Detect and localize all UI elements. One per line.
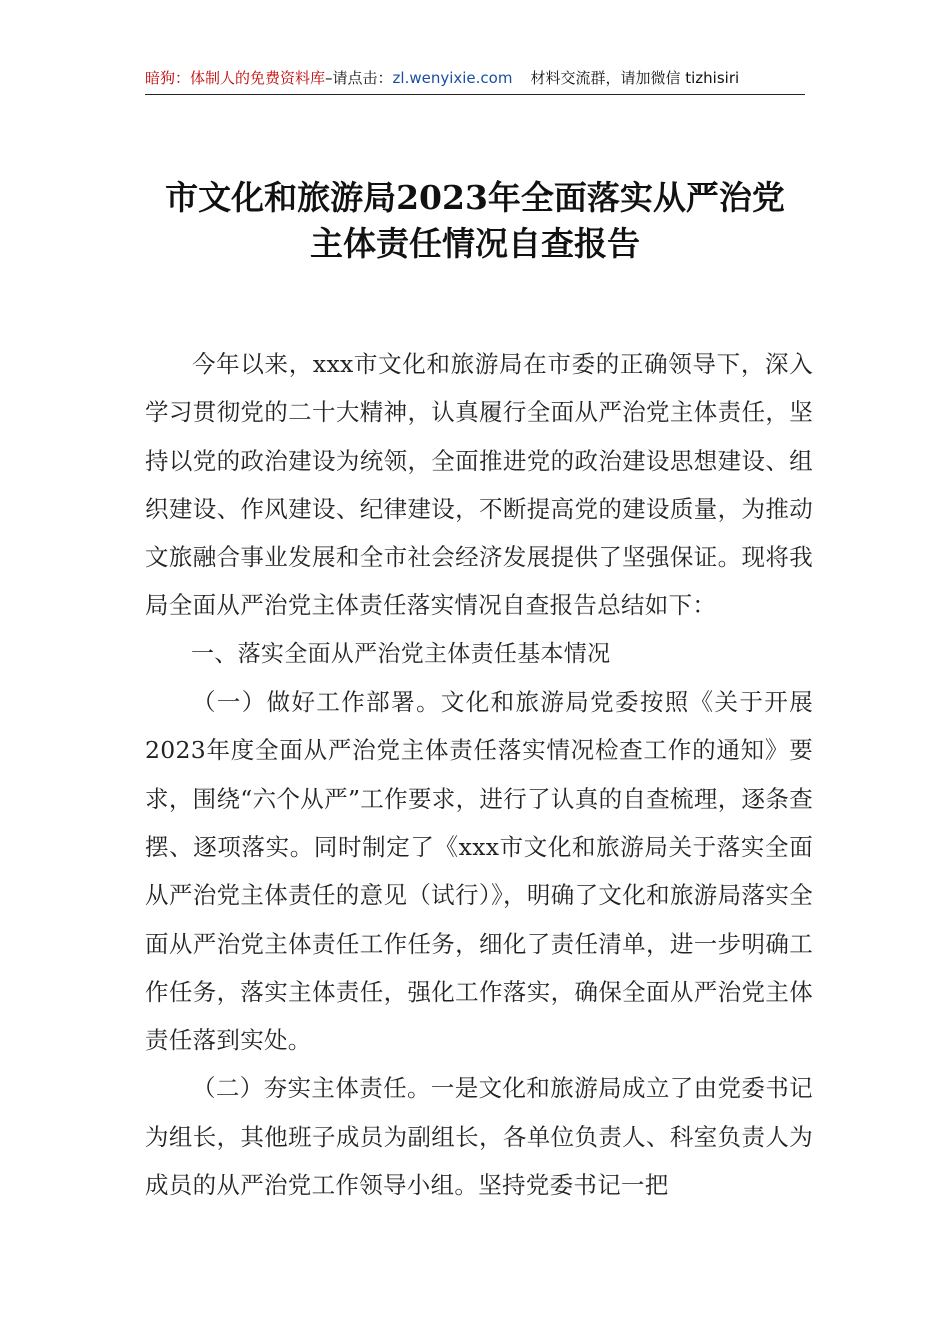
section-heading: 一、落实全面从严治党主体责任基本情况	[191, 640, 611, 667]
header-source: 暗狗：体制人的免费资料库	[145, 69, 326, 87]
page-header	[145, 62, 805, 95]
document-title-line-1: 市文化和旅游局2023年全面落实从严治党	[165, 178, 785, 217]
header-group-note: 材料交流群，请加微信 tizhisiri	[530, 69, 740, 87]
document-title-line-2: 主体责任情况自查报告	[310, 224, 640, 263]
header-link[interactable]: zl.wenyixie.com	[392, 69, 513, 87]
header-click-prompt: –请点击：	[325, 69, 393, 87]
item-paragraph-2: （二）夯实主体责任。一是文化和旅游局成立了由党委书记为组长，其他班子成员为副组长，各单位负责人、科室负责人为成员的从严治党工作领导小组。坚持党委书记一把	[145, 1074, 813, 1200]
intro-paragraph: 今年以来，xxx市文化和旅游局在市委的正确领导下，深入学习贯彻党的二十大精神，认真履行全面从严治党主体责任，坚持以党的政治建设为统领，全面推进党的政治建设思想建设、组织建设、作风建设、纪律建设，不断提高党的建设质量，为推动文旅融合事业发展和全市社会经济发展提供了坚强保证。现将我局全面从严治党主体责任落实情况自查报告总结如下：	[145, 350, 813, 620]
item-paragraph-1: （一）做好工作部署。文化和旅游局党委按照《关于开展2023年度全面从严治党主体责任落实情况检查工作的通知》要求，围绕“六个从严”工作要求，进行了认真的自查梳理，逐条查摆、逐项落实。同时制定了《xxx市文化和旅游局关于落实全面从严治党主体责任的意见（试行）》，明确了文化和旅游局落实全面从严治党主体责任工作任务，细化了责任清单，进一步明确工作任务，落实主体责任，强化工作落实，确保全面从严治党主体责任落到实处。	[145, 688, 813, 1055]
document-body	[145, 340, 813, 1209]
